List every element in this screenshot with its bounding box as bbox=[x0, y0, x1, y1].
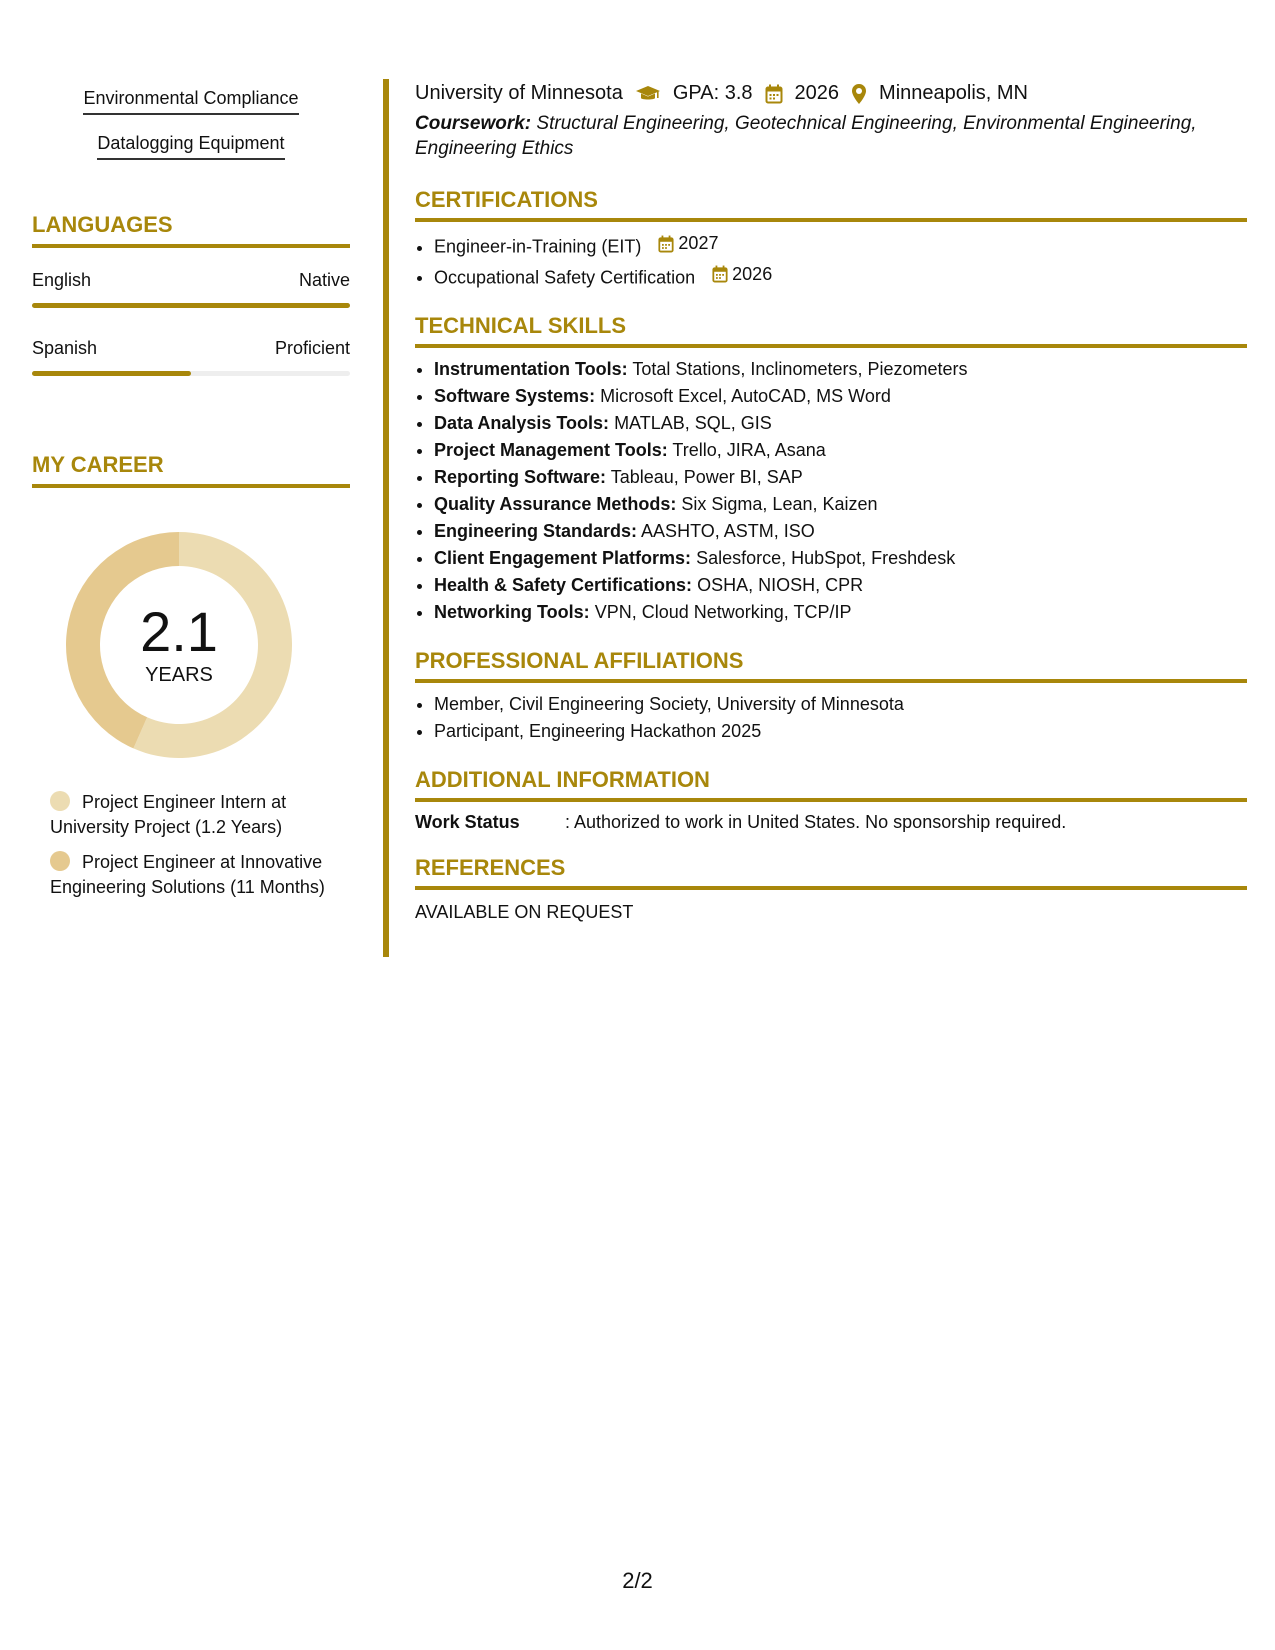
skill-value: Six Sigma, Lean, Kaizen bbox=[681, 494, 878, 514]
certification-name: Occupational Safety Certification bbox=[434, 267, 696, 287]
work-status-label: Work Status bbox=[415, 812, 520, 832]
language-name: Spanish bbox=[32, 338, 98, 358]
career-donut-chart bbox=[64, 530, 294, 760]
skill-label: Software Systems: bbox=[434, 386, 596, 406]
language-bar bbox=[32, 303, 350, 308]
coursework-list: Structural Engineering, Geotechnical Engineering, Environmental Engineering, Engineering Ethics bbox=[415, 113, 1197, 159]
location-pin-icon bbox=[851, 83, 867, 105]
calendar-icon bbox=[712, 265, 728, 283]
skill-value: Trello, JIRA, Asana bbox=[672, 440, 826, 460]
list-item: • Participant, Engineering Hackathon 2025 bbox=[434, 718, 1247, 745]
language-bar-fill bbox=[32, 303, 350, 308]
list-item bbox=[434, 599, 1247, 626]
graduation-year: 2026 bbox=[794, 82, 840, 104]
skill-label: Reporting Software: bbox=[434, 467, 607, 487]
donut-center bbox=[64, 530, 294, 760]
list-item bbox=[434, 518, 1247, 545]
list-item bbox=[434, 491, 1247, 518]
list-item bbox=[434, 410, 1247, 437]
skill-value: Tableau, Power BI, SAP bbox=[610, 467, 803, 487]
list-item bbox=[434, 572, 1247, 599]
list-item bbox=[434, 437, 1247, 464]
skill-tags bbox=[32, 80, 350, 170]
calendar-icon bbox=[765, 84, 783, 104]
legend-label: Project Engineer Intern at University Project (1.2 Years) bbox=[50, 792, 287, 837]
school-name: University of Minnesota bbox=[415, 82, 623, 104]
references-text: AVAILABLE ON REQUEST bbox=[415, 902, 634, 922]
skill-label: Data Analysis Tools: bbox=[434, 413, 610, 433]
career-unit: YEARS bbox=[145, 663, 213, 686]
certification-year: 2026 bbox=[732, 263, 773, 284]
language-bar bbox=[32, 371, 350, 376]
list-item bbox=[434, 464, 1247, 491]
technical-skills-list bbox=[415, 356, 1247, 626]
language-spanish bbox=[32, 338, 350, 376]
left-column bbox=[32, 80, 350, 910]
language-bar-fill bbox=[32, 371, 191, 376]
affiliations-title: PROFESSIONAL AFFILIATIONS bbox=[415, 648, 1247, 683]
skill-label: Networking Tools: bbox=[434, 602, 590, 622]
list-item bbox=[434, 545, 1247, 572]
career-legend bbox=[50, 790, 350, 900]
legend-item bbox=[50, 790, 350, 840]
skill-value: Microsoft Excel, AutoCAD, MS Word bbox=[600, 386, 891, 406]
skill-label: Instrumentation Tools: bbox=[434, 359, 628, 379]
skill-tag: Environmental Compliance bbox=[83, 88, 298, 115]
graduation-cap-icon bbox=[635, 85, 661, 103]
references-title: REFERENCES bbox=[415, 855, 1247, 890]
certifications-list bbox=[415, 230, 1247, 291]
affiliations-list bbox=[415, 691, 1247, 745]
list-item bbox=[434, 230, 1247, 261]
skill-tag: Datalogging Equipment bbox=[97, 133, 284, 160]
additional-info-title: ADDITIONAL INFORMATION bbox=[415, 767, 1247, 802]
language-level: Proficient bbox=[274, 338, 350, 358]
skill-label: Client Engagement Platforms: bbox=[434, 548, 692, 568]
list-item bbox=[434, 383, 1247, 410]
language-level: Native bbox=[298, 270, 350, 290]
skill-value: VPN, Cloud Networking, TCP/IP bbox=[594, 602, 852, 622]
language-name: English bbox=[32, 270, 92, 290]
school-location: Minneapolis, MN bbox=[879, 82, 1028, 104]
certification-year: 2027 bbox=[678, 233, 719, 253]
calendar-icon bbox=[658, 235, 674, 253]
technical-skills-title: TECHNICAL SKILLS bbox=[415, 313, 1247, 348]
skill-value: OSHA, NIOSH, CPR bbox=[697, 575, 864, 595]
coursework bbox=[415, 111, 1247, 161]
list-item bbox=[434, 261, 1247, 292]
legend-dot bbox=[50, 791, 70, 811]
skill-value: MATLAB, SQL, GIS bbox=[614, 413, 772, 433]
skill-label: Health & Safety Certifications: bbox=[434, 575, 693, 595]
list-item: • Member, Civil Engineering Society, University of Minnesota bbox=[434, 691, 1247, 718]
legend-label: Project Engineer at Innovative Engineering Solutions (11 Months) bbox=[50, 852, 325, 897]
work-status-value: : Authorized to work in United States. No sponsorship required. bbox=[565, 812, 1067, 832]
coursework-label: Coursework: bbox=[415, 113, 532, 134]
skill-label: Quality Assurance Methods: bbox=[434, 494, 677, 514]
skill-value: Total Stations, Inclinometers, Piezometers bbox=[632, 359, 968, 379]
career-total: 2.1 bbox=[140, 599, 218, 663]
career-title: MY CAREER bbox=[32, 452, 350, 488]
language-english bbox=[32, 270, 350, 308]
legend-item bbox=[50, 850, 350, 900]
education-line bbox=[415, 82, 1247, 105]
skill-label: Engineering Standards: bbox=[434, 521, 638, 541]
certification-name: Engineer-in-Training (EIT) bbox=[434, 236, 642, 257]
list-item bbox=[434, 356, 1247, 383]
page-number: 2/2 bbox=[622, 1568, 653, 1593]
skill-value: Salesforce, HubSpot, Freshdesk bbox=[696, 548, 956, 568]
certifications-title: CERTIFICATIONS bbox=[415, 187, 1247, 222]
skill-value: AASHTO, ASTM, ISO bbox=[641, 521, 815, 541]
languages-title: LANGUAGES bbox=[32, 212, 350, 248]
skill-label: Project Management Tools: bbox=[434, 440, 668, 460]
right-column bbox=[415, 82, 1247, 923]
gpa: GPA: 3.8 bbox=[672, 82, 753, 104]
column-divider bbox=[383, 79, 389, 957]
work-status-row bbox=[415, 812, 1247, 833]
legend-dot bbox=[50, 851, 70, 871]
